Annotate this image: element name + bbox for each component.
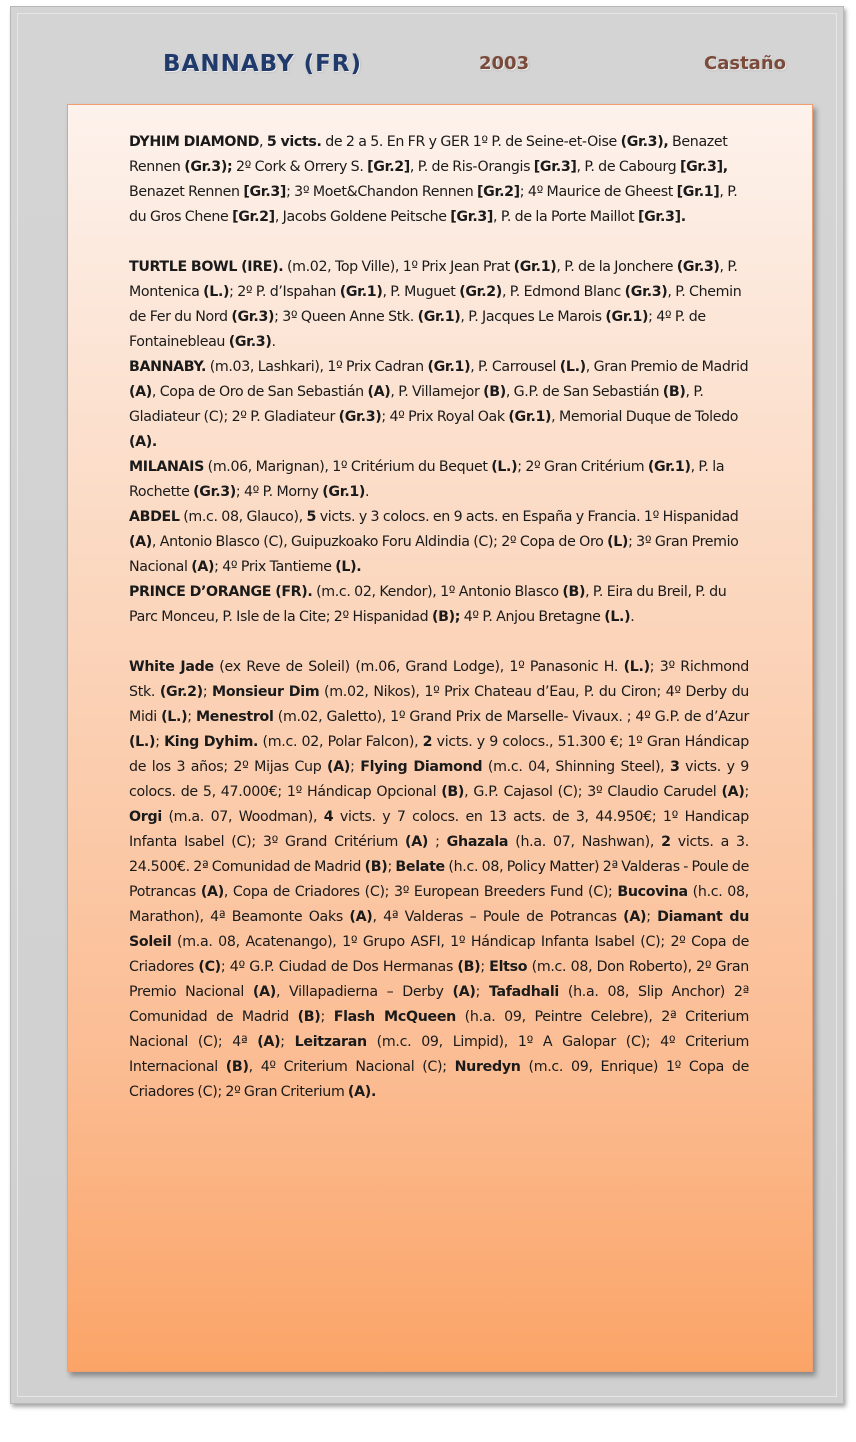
text-run: , P. Edmond Blanc	[501, 284, 625, 300]
bold-run: (Gr.3)	[624, 284, 668, 300]
bold-run: 4	[323, 809, 334, 825]
text-run: ;	[320, 1009, 334, 1025]
bold-run: (Gr.1)	[605, 309, 649, 325]
text-run: , P. Jacques Le Marois	[460, 309, 606, 325]
text-run: victs. y 9 colocs. de 5, 47.000€; 1º Hándicap Opcional	[129, 759, 749, 800]
bold-run: Diamant du Soleil	[129, 909, 750, 950]
bold-run: (Gr.3)	[338, 409, 382, 425]
pedigree-text-box	[67, 104, 813, 1372]
text-run: (m.02, Nikos), 1º Prix Chateau d’Eau, P. du Ciron; 4º Derby du Midi	[129, 684, 749, 725]
bold-run: (B)	[662, 384, 686, 400]
text-run: (m.03, Lashkari), 1º Prix Cadran	[206, 359, 428, 375]
bold-run: Eltso	[489, 959, 528, 975]
bold-run: Belate	[395, 859, 445, 875]
text-run: ,	[259, 134, 267, 150]
text-run: ;	[387, 859, 396, 875]
birth-year: 2003	[479, 53, 530, 74]
bold-run: (A)	[200, 884, 224, 900]
bold-run: (A)	[327, 759, 351, 775]
bold-run: (L.)	[129, 734, 156, 750]
bold-run: BANNABY.	[129, 359, 207, 375]
text-run: (m.02, Top Ville), 1º Prix Jean Prat	[283, 259, 514, 275]
text-run: (m.c. 04, Shinning Steel),	[482, 759, 670, 775]
horse-name-title: BANNABY (FR)	[163, 51, 363, 77]
bold-run: ABDEL	[129, 509, 180, 525]
bold-run: (A)	[252, 984, 276, 1000]
text-run: Benazet Rennen	[129, 184, 244, 200]
text-run: ;	[187, 709, 196, 725]
text-run: de 2 a 5. En FR y GER 1º P. de Seine-et-Oise	[321, 134, 621, 150]
bold-run: Bucovina	[617, 884, 688, 900]
bold-run: (B)	[483, 384, 506, 400]
bold-run: (L).	[335, 559, 362, 575]
text-run: , Copa de Criadores (C); 3º European Breeders Fund (C);	[223, 884, 618, 900]
text-run: (m.c. 02, Kendor), 1º Antonio Blasco	[312, 584, 563, 600]
text-run: victs. a 3. 24.500€. 2ª Comunidad de Madrid	[129, 834, 749, 875]
text-run: ;	[428, 834, 447, 850]
text-run: ; 4º P. Morny	[235, 484, 323, 500]
text-run: ;	[744, 784, 749, 800]
paragraph-milanais	[129, 455, 749, 505]
bold-run: TURTLE BOWL (IRE).	[129, 259, 284, 275]
bold-run: (Gr.3),	[620, 134, 669, 150]
bold-run: (B)	[441, 784, 465, 800]
bold-run: (Gr.1)	[417, 309, 461, 325]
text-run: , G.P. Cajasol (C); 3º Claudio Carudel	[464, 784, 722, 800]
bold-run: (Gr.3)	[231, 309, 275, 325]
text-run: , P. la Rochette	[129, 459, 725, 500]
text-run: , P. Eira du Breil, P. du Parc Monceu, P. Isle de la Cite; 2º Hispanidad	[129, 584, 727, 625]
bold-run: (Gr.3);	[184, 159, 233, 175]
paragraph-bannaby	[129, 355, 749, 455]
bold-run: (A)	[452, 984, 476, 1000]
text-run: ; 3º Moet&Chandon Rennen	[286, 184, 478, 200]
text-run: , P. Muguet	[382, 284, 460, 300]
text-run: ;	[480, 959, 490, 975]
bold-run: [Gr.3]	[533, 159, 577, 175]
bold-run: (Gr.1)	[647, 459, 691, 475]
bold-run: [Gr.2]	[367, 159, 410, 175]
bold-run: 2	[661, 834, 671, 850]
text-run: , P. Gladiateur (C); 2º P. Gladiateur	[129, 384, 704, 425]
text-run: ; 2º Gran Critérium	[517, 459, 648, 475]
bold-run: 2	[422, 734, 433, 750]
text-run: , P. de la Porte Maillot	[493, 209, 638, 225]
text-run: ; 4º G.P. Ciudad de Dos Hermanas	[220, 959, 458, 975]
text-run: , Jacobs Goldene Peitsche	[274, 209, 451, 225]
text-run: , P. Chemin de Fer du Nord	[129, 284, 742, 325]
text-run: (m.a. 07, Woodman),	[161, 809, 324, 825]
bold-run: DYHIM DIAMOND	[129, 134, 260, 150]
text-run: ; 2º P. d’Ispahan	[229, 284, 340, 300]
paragraph-dyhim	[129, 130, 749, 230]
bold-run: PRINCE D’ORANGE (FR).	[129, 584, 313, 600]
paragraph-prince	[129, 580, 749, 630]
bold-run: [Gr.2]	[232, 209, 275, 225]
text-run: (m.c. 08, Don Roberto), 2º Gran Premio Nacional	[129, 959, 749, 1000]
text-run: (h.a. 08, Slip Anchor) 2ª Comunidad de Madrid	[129, 984, 749, 1025]
bold-run: King Dyhim.	[164, 734, 259, 750]
text-run: (m.c. 09, Limpid), 1º A Galopar (C); 4º Criterium Internacional	[129, 1034, 749, 1075]
text-run: ;	[155, 734, 165, 750]
bold-run: (B)	[364, 859, 388, 875]
text-run: (m.c. 09, Enrique) 1º Copa de Criadores (C); 2º Gran Criterium	[129, 1059, 749, 1100]
bold-run: (C)	[198, 959, 221, 975]
text-run: ; 4º Prix Royal Oak	[381, 409, 509, 425]
bold-run: (A)	[405, 834, 429, 850]
text-run: victs. y 3 colocs. en 9 acts. en España y Francia. 1º Hispanidad	[316, 509, 739, 525]
bold-run: (A)	[623, 909, 647, 925]
text-run: ; 3º Gran Premio Nacional	[129, 534, 739, 575]
bold-run: (A).	[347, 1084, 377, 1100]
bold-run: (Gr.1)	[508, 409, 552, 425]
text-run: .	[365, 484, 370, 500]
bold-run: Nuredyn	[454, 1059, 521, 1075]
bold-run: (Gr.3)	[228, 334, 272, 350]
paragraph-others	[129, 655, 749, 1105]
bold-run: (Gr.2)	[159, 684, 203, 700]
bold-run: (L.)	[623, 659, 650, 675]
bold-run: (Gr.1)	[513, 259, 557, 275]
text-run: (m.06, Marignan), 1º Critérium du Bequet	[203, 459, 492, 475]
bold-run: Leitzaran	[294, 1034, 367, 1050]
bold-run: (Gr.2)	[459, 284, 502, 300]
text-run: (m.c. 08, Glauco),	[179, 509, 307, 525]
bold-run: (L.)	[604, 609, 631, 625]
bold-run: (B)	[225, 1059, 249, 1075]
text-run: , Antonio Blasco (C), Guipuzkoako Foru Aldindia (C); 2º Copa de Oro	[151, 534, 608, 550]
bold-run: (Gr.3)	[676, 259, 720, 275]
text-run: (m.02, Galetto), 1º Grand Prix de Marselle- Vivaux. ; 4º G.P. de d’Azur	[273, 709, 749, 725]
text-run: ; 3º Queen Anne Stk.	[274, 309, 418, 325]
bold-run: (A)	[129, 534, 152, 550]
text-run: .	[630, 609, 635, 625]
text-run: ; 3º Richmond Stk.	[129, 659, 749, 700]
bold-run: (A)	[367, 384, 391, 400]
text-run: (m.a. 08, Acatenango), 1º Grupo ASFI, 1º Hándicap Infanta Isabel (C); 2º Copa de Criadores	[129, 934, 749, 975]
text-run: , P. de la Jonchere	[556, 259, 677, 275]
bold-run: (A).	[129, 434, 157, 450]
text-run: ; 4º P. de Fontainebleau	[129, 309, 706, 350]
text-run: ;	[202, 684, 213, 700]
text-run: ;	[646, 909, 658, 925]
text-run: (ex Reve de Soleil) (m.06, Grand Lodge), 1º Panasonic H.	[213, 659, 624, 675]
bold-run: [Gr.1]	[676, 184, 720, 200]
text-run: , 4ª Valderas – Poule de Potrancas	[372, 909, 624, 925]
text-run: ;	[475, 984, 489, 1000]
bold-run: (L.)	[559, 359, 586, 375]
bold-run: (Gr.3)	[193, 484, 236, 500]
text-run: , Copa de Oro de San Sebastián	[151, 384, 368, 400]
text-run: , Villapadierna – Derby	[275, 984, 453, 1000]
bold-run: [Gr.3]	[243, 184, 287, 200]
paragraph-spacer	[129, 630, 749, 655]
bold-run: [Gr.2]	[477, 184, 520, 200]
bold-run: White Jade	[129, 659, 214, 675]
bold-run: (Gr.1)	[339, 284, 383, 300]
text-run: ; 4º Prix Tantieme	[214, 559, 336, 575]
text-run: victs. y 7 colocs. en 13 acts. de 3, 44.950€; 1º Handicap Infanta Isabel (C); 3º Grand Critérium	[129, 809, 749, 850]
bold-run: (B)	[297, 1009, 321, 1025]
bold-run: (A)	[349, 909, 373, 925]
text-run: , P. Villamejor	[390, 384, 484, 400]
bold-run: 5	[306, 509, 317, 525]
bold-run: [Gr.3].	[637, 209, 686, 225]
text-run: ;	[350, 759, 361, 775]
text-run: Benazet Rennen	[129, 134, 728, 175]
bold-run: (B);	[431, 609, 461, 625]
text-run: (h.a. 07, Nashwan),	[508, 834, 662, 850]
paragraph-spacer	[129, 230, 749, 255]
bold-run: Tafadhali	[488, 984, 559, 1000]
text-run: , Memorial Duque de Toledo	[551, 409, 739, 425]
text-run: , Gran Premio de Madrid	[585, 359, 749, 375]
bold-run: (L)	[607, 534, 629, 550]
text-run: , P. de Ris-Orangis	[409, 159, 534, 175]
bold-run: [Gr.3]	[450, 209, 494, 225]
bold-run: Flying Diamond	[360, 759, 483, 775]
bold-run: Flash McQueen	[333, 1009, 456, 1025]
bold-run: (A)	[721, 784, 745, 800]
text-run: (m.c. 02, Polar Falcon),	[258, 734, 423, 750]
text-run: (h.c. 08, Policy Matter) 2ª Valderas - Poule de Potrancas	[129, 859, 749, 900]
text-run: , G.P. de San Sebastián	[505, 384, 663, 400]
bold-run: (L.)	[203, 284, 230, 300]
bold-run: Monsieur Dim	[212, 684, 320, 700]
bold-run: (B)	[457, 959, 481, 975]
text-run: , P. Carrousel	[470, 359, 560, 375]
bold-run: (A)	[129, 384, 152, 400]
page-card	[10, 6, 844, 1404]
bold-run: (B)	[562, 584, 586, 600]
bold-run: (Gr.1)	[322, 484, 366, 500]
text-run: ;	[280, 1034, 295, 1050]
text-run: (h.c. 08, Marathon), 4ª Beamonte Oaks	[129, 884, 749, 925]
bold-run: (A)	[257, 1034, 281, 1050]
bold-run: Orgi	[129, 809, 162, 825]
bold-run: Menestrol	[195, 709, 274, 725]
text-run: ; 4º Maurice de Gheest	[519, 184, 677, 200]
bold-run: Ghazala	[446, 834, 509, 850]
pedigree-text-body	[129, 130, 749, 1105]
paragraph-abdel	[129, 505, 749, 580]
text-run: (h.a. 09, Peintre Celebre), 2ª Criterium Nacional (C); 4ª	[129, 1009, 750, 1050]
text-run: 4º P. Anjou Bretagne	[460, 609, 605, 625]
text-run: , 4º Criterium Nacional (C);	[248, 1059, 455, 1075]
coat-color: Castaño	[704, 53, 787, 74]
text-run: , P. de Cabourg	[576, 159, 680, 175]
text-run: 2º Cork & Orrery S.	[232, 159, 368, 175]
bold-run: 5 victs.	[266, 134, 322, 150]
bold-run: (A)	[191, 559, 215, 575]
bold-run: MILANAIS	[129, 459, 204, 475]
text-run: , P. Montenica	[129, 259, 738, 300]
text-run: , P. du Gros Chene	[129, 184, 738, 225]
text-run: victs. y 9 colocs., 51.300 €; 1º Gran Hándicap de los 3 años; 2º Mijas Cup	[129, 734, 749, 775]
bold-run: [Gr.3],	[679, 159, 728, 175]
bold-run: (L.)	[491, 459, 518, 475]
text-run: .	[271, 334, 276, 350]
bold-run: 3	[669, 759, 680, 775]
paragraph-turtle	[129, 255, 749, 355]
bold-run: (Gr.1)	[427, 359, 471, 375]
bold-run: (L.)	[161, 709, 188, 725]
